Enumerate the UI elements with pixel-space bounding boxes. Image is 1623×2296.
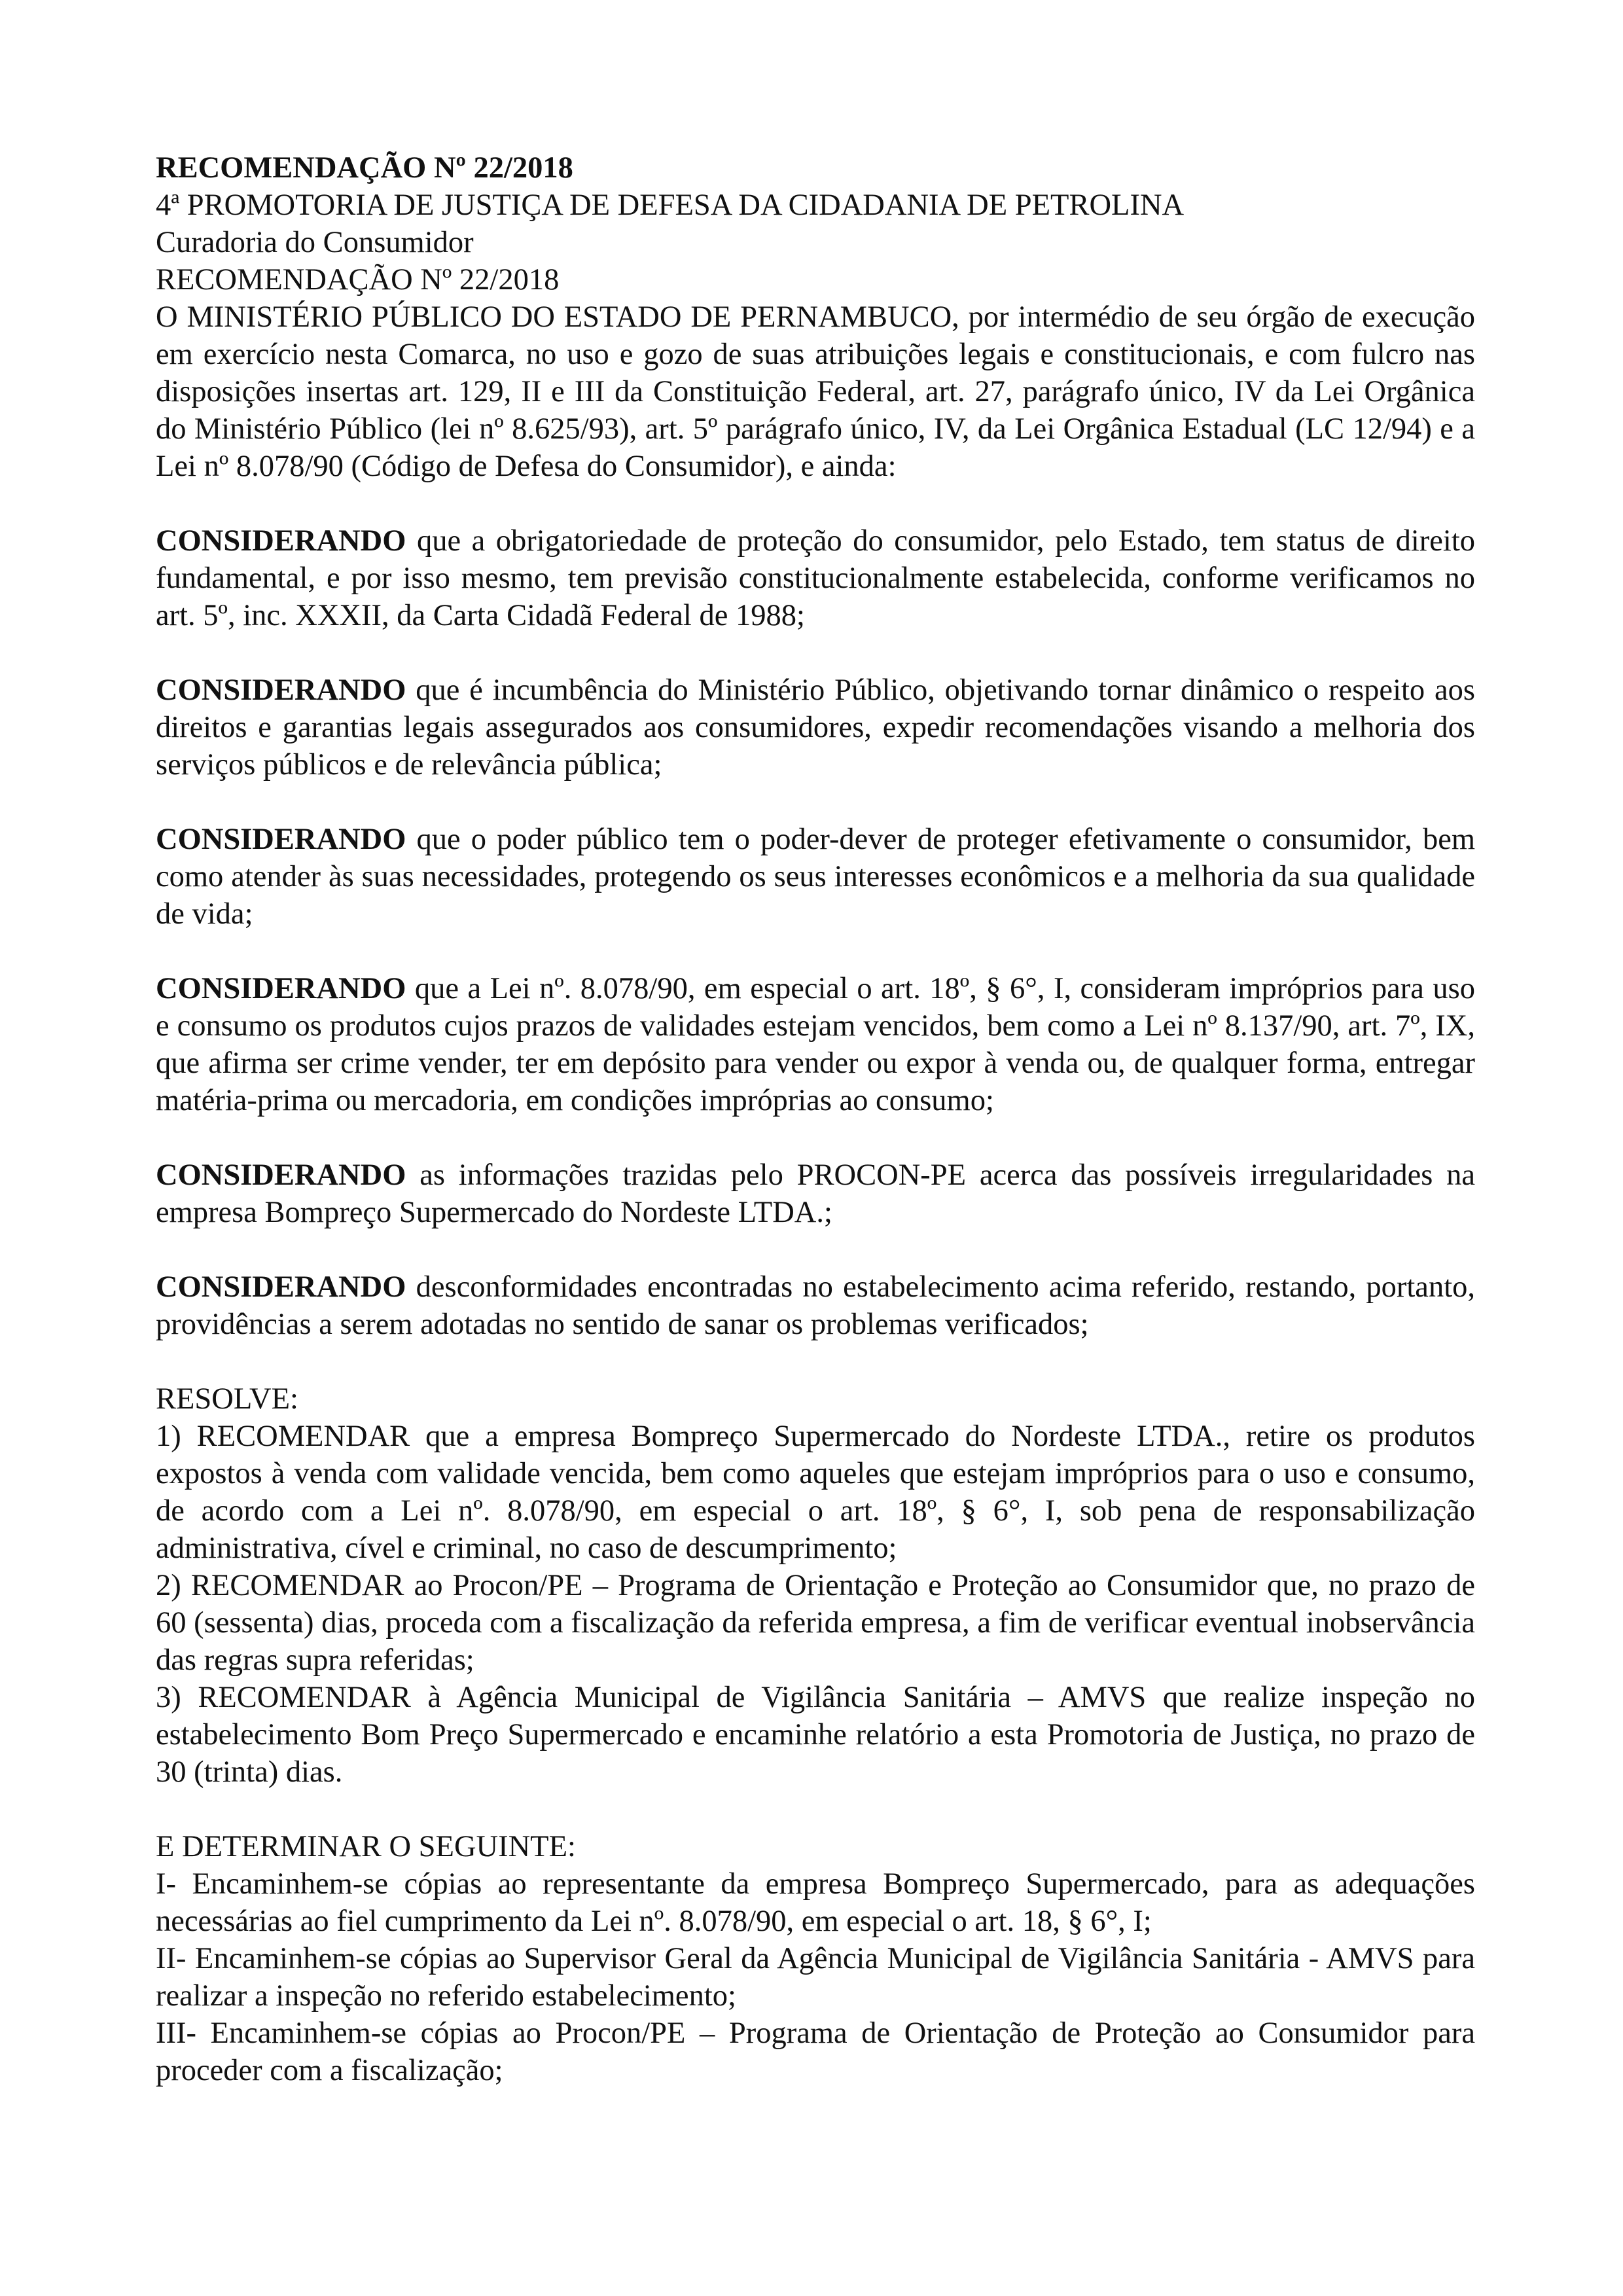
paragraph-spacer <box>156 1343 1475 1380</box>
considerando-paragraph-1 <box>156 522 1475 634</box>
recomendacao-number: RECOMENDAÇÃO Nº 22/2018 <box>156 263 560 296</box>
considerando-paragraph-3 <box>156 821 1475 933</box>
considerando-text: desconformidades encontradas no estabelecimento acima referido, restando, portanto, providências a serem adotadas no sentido de sanar os problemas verificados; <box>156 1270 1475 1341</box>
preamble-paragraph: O MINISTÉRIO PÚBLICO DO ESTADO DE PERNAMBUCO, por intermédio de seu órgão de execução em exercício nesta Comarca, no uso e gozo de suas atribuições legais e constitucionais, e com fulcro nas disposições insertas art. 129, II e III da Constituição Federal, art. 27, parágrafo único, IV da Lei Orgânica do Ministério Público (lei nº 8.625/93), art. 5º parágrafo único, IV, da Lei Orgânica Estadual (LC 12/94) e a Lei nº 8.078/90 (Código de Defesa do Consumidor), e ainda: <box>156 300 1475 483</box>
paragraph-spacer <box>156 1791 1475 1828</box>
resolve-item-3: 3) RECOMENDAR à Agência Municipal de Vigilância Sanitária – AMVS que realize inspeção no estabelecimento Bom Preço Supermercado e encaminhe relatório a esta Promotoria de Justiça, no prazo de 30 (trinta) dias. <box>156 1681 1475 1789</box>
considerando-paragraph-5 <box>156 1157 1475 1231</box>
resolve-item-2: 2) RECOMENDAR ao Procon/PE – Programa de Orientação e Proteção ao Consumidor que, no prazo de 60 (sessenta) dias, proceda com a fiscalização da referida empresa, a fim de verificar eventual inobservância das regras supra referidas; <box>156 1569 1475 1677</box>
considerando-keyword: CONSIDERANDO <box>156 1158 406 1192</box>
document-title: RECOMENDAÇÃO Nº 22/2018 <box>156 151 573 185</box>
considerando-text: que o poder público tem o poder-dever de proteger efetivamente o consumidor, bem como atender às suas necessidades, protegendo os seus interesses econômicos e a melhoria da sua qualidade de vida; <box>156 823 1475 931</box>
determinar-item-2: II- Encaminhem-se cópias ao Supervisor Geral da Agência Municipal de Vigilância Sanitária - AMVS para realizar a inspeção no referido estabelecimento; <box>156 1942 1475 2013</box>
paragraph-spacer <box>156 1231 1475 1268</box>
considerando-text: as informações trazidas pelo PROCON-PE acerca das possíveis irregularidades na empresa Bompreço Supermercado do Nordeste LTDA.; <box>156 1158 1475 1229</box>
determinar-item-1: I- Encaminhem-se cópias ao representante da empresa Bompreço Supermercado, para as adequações necessárias ao fiel cumprimento da Lei nº. 8.078/90, em especial o art. 18, § 6°, I; <box>156 1867 1475 1938</box>
considerando-text: que a obrigatoriedade de proteção do consumidor, pelo Estado, tem status de direito fundamental, e por isso mesmo, tem previsão constitucionalmente estabelecida, conforme verificamos no art. 5º, inc. XXXII, da Carta Cidadã Federal de 1988; <box>156 524 1475 632</box>
considerando-keyword: CONSIDERANDO <box>156 1270 406 1304</box>
considerando-keyword: CONSIDERANDO <box>156 673 406 707</box>
resolve-heading: RESOLVE: <box>156 1382 298 1416</box>
determinar-item-3: III- Encaminhem-se cópias ao Procon/PE – Programa de Orientação de Proteção ao Consumidor para proceder com a fiscalização; <box>156 2017 1475 2087</box>
paragraph-spacer <box>156 933 1475 970</box>
considerando-keyword: CONSIDERANDO <box>156 823 406 856</box>
promotoria-name: 4ª PROMOTORIA DE JUSTIÇA DE DEFESA DA CIDADANIA DE PETROLINA <box>156 188 1185 222</box>
considerando-paragraph-4 <box>156 970 1475 1119</box>
paragraph-spacer <box>156 485 1475 522</box>
considerando-paragraph-2 <box>156 672 1475 783</box>
considerando-text: que a Lei nº. 8.078/90, em especial o art. 18º, § 6°, I, consideram impróprios para uso e consumo os produtos cujos prazos de validades estejam vencidos, bem como a Lei nº 8.137/90, art. 7º, IX, que afirma ser crime vender, ter em depósito para vender ou expor à venda ou, de qualquer forma, entregar matéria-prima ou mercadoria, em condições impróprias ao consumo; <box>156 972 1475 1117</box>
considerando-text: que é incumbência do Ministério Público, objetivando tornar dinâmico o respeito aos direitos e garantias legais assegurados aos consumidores, expedir recomendações visando a melhoria dos serviços públicos e de relevância pública; <box>156 673 1475 781</box>
considerando-keyword: CONSIDERANDO <box>156 524 406 558</box>
considerando-keyword: CONSIDERANDO <box>156 972 406 1005</box>
determinar-heading: E DETERMINAR O SEGUINTE: <box>156 1830 576 1863</box>
paragraph-spacer <box>156 634 1475 672</box>
paragraph-spacer <box>156 783 1475 821</box>
resolve-item-1: 1) RECOMENDAR que a empresa Bompreço Supermercado do Nordeste LTDA., retire os produtos expostos à venda com validade vencida, bem como aqueles que estejam impróprios para o uso e consumo, de acordo com a Lei nº. 8.078/90, em especial o art. 18º, § 6°, I, sob pena de responsabilização administrativa, cível e criminal, no caso de descumprimento; <box>156 1420 1475 1565</box>
considerando-paragraph-6 <box>156 1268 1475 1343</box>
curadoria-name: Curadoria do Consumidor <box>156 226 474 259</box>
document-page <box>156 149 1475 2089</box>
paragraph-spacer <box>156 1119 1475 1157</box>
